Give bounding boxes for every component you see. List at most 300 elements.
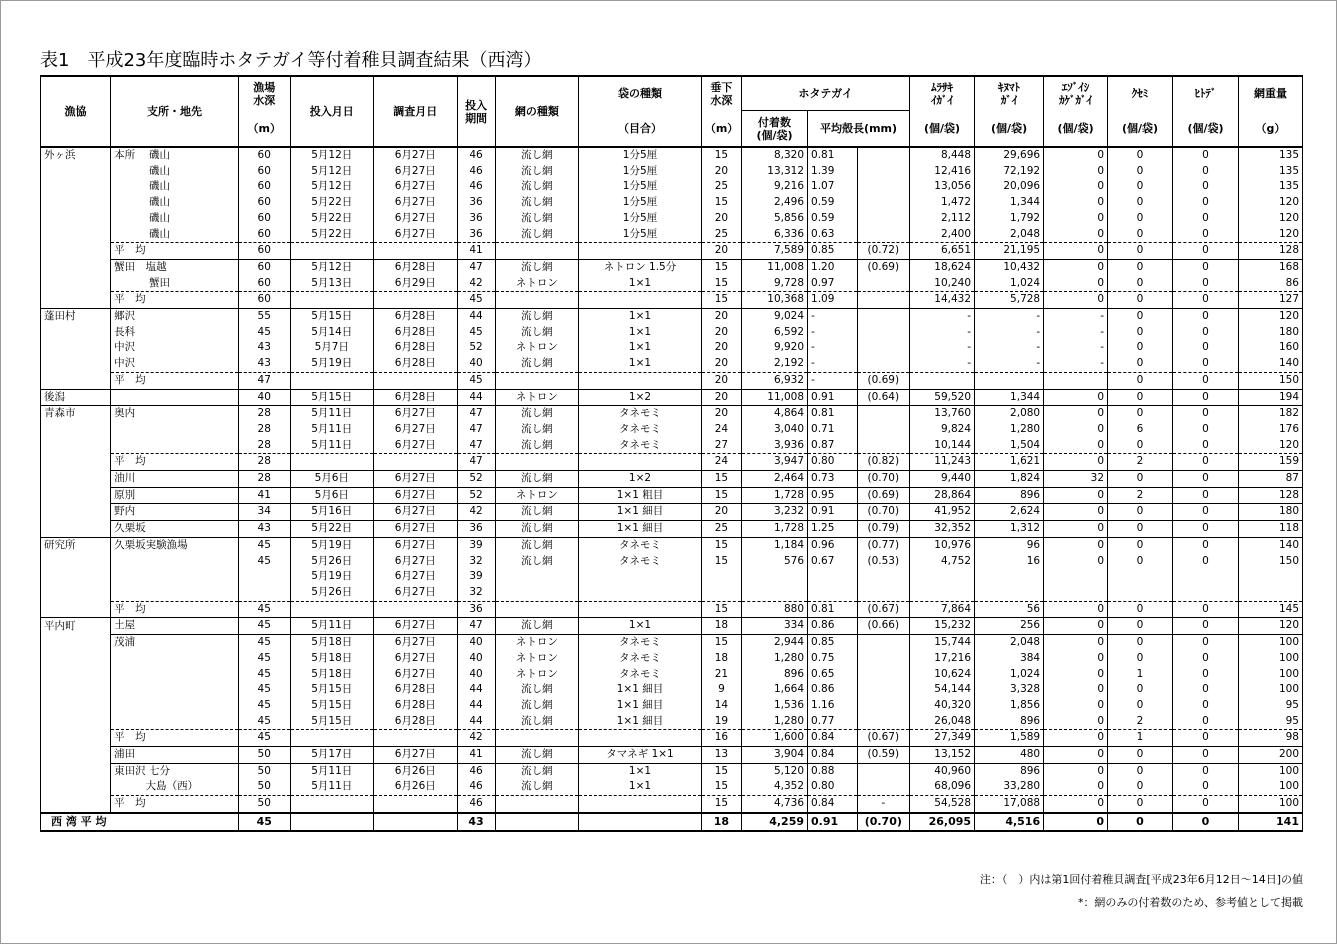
table-cell: 流し網 [495,227,579,243]
table-cell: 0.84 [808,730,857,747]
table-cell [857,147,910,164]
table-cell: 青森市 [41,406,111,422]
table-cell [111,389,239,406]
table-cell: 28 [238,406,290,422]
table-cell: 蟹田 [111,276,239,292]
table-cell: 100 [1238,796,1302,813]
table-cell: 0.81 [808,601,857,618]
table-cell: 39 [457,569,495,585]
note-parentheses: 注：（ ）内は第1回付着稚貝調査[平成23年6月12日～14日]の値 [979,873,1303,886]
table-cell: 0 [1172,635,1238,651]
table-cell: 3,232 [742,504,808,521]
table-cell: 52 [457,471,495,488]
table-cell [1044,372,1108,389]
table-cell: 43 [457,813,495,831]
table-cell: 浦田 [111,747,239,764]
table-cell: 0 [1172,454,1238,471]
table-cell: 27,349 [910,730,975,747]
table-cell: 久栗坂 [111,521,239,538]
table-cell: 1,280 [742,651,808,667]
table-cell: 5月15日 [290,389,374,406]
table-cell: 流し網 [495,682,579,698]
table-cell: 1×1 細目 [579,714,702,730]
table-cell: 9,728 [742,276,808,292]
table-body [41,147,1303,831]
table-cell: 1,621 [975,454,1044,471]
table-cell: - [808,340,857,356]
table-cell: ネトロン [495,276,579,292]
table-cell: (0.69) [857,372,910,389]
table-row [41,356,1303,372]
table-cell: 6月28日 [374,389,458,406]
table-cell: 原別 [111,487,239,504]
table-cell: 2,192 [742,356,808,372]
table-cell: 流し網 [495,325,579,341]
table-cell: 平 均 [111,730,239,747]
table-cell [111,554,239,570]
table-cell [111,585,239,601]
table-cell [1108,585,1173,601]
table-cell: 6月28日 [374,682,458,698]
table-cell [857,651,910,667]
table-cell [238,569,290,585]
table-cell: 5,728 [975,292,1044,309]
table-cell: 平 均 [111,372,239,389]
table-cell: 0.88 [808,763,857,779]
table-row [41,698,1303,714]
table-cell: 0.87 [808,438,857,454]
table-cell: 11,008 [742,259,808,275]
table-cell: 60 [238,243,290,260]
table-cell: 6月27日 [374,438,458,454]
table-cell [41,276,111,292]
table-cell: 1×2 [579,471,702,488]
table-cell: 0 [1172,325,1238,341]
table-cell: 5月12日 [290,147,374,164]
table-cell: 60 [238,164,290,180]
table-cell: 1,472 [910,195,975,211]
table-cell: 1,024 [975,276,1044,292]
table-cell: 44 [457,309,495,325]
table-cell [495,292,579,309]
table-cell: 39 [457,537,495,553]
table-cell: 576 [742,554,808,570]
table-cell: 36 [457,195,495,211]
table-cell: 6月28日 [374,698,458,714]
table-cell [111,714,239,730]
table-cell: 0 [1044,276,1108,292]
table-cell: 20 [701,243,741,260]
table-cell: 2,400 [910,227,975,243]
table-cell: 11,008 [742,389,808,406]
table-row [41,227,1303,243]
table-cell: 72,192 [975,164,1044,180]
unit-kinumato: (個/袋) [975,111,1044,148]
table-cell: 5月19日 [290,537,374,553]
table-cell: 86 [1238,276,1302,292]
table-cell [857,569,910,585]
table-cell: 47 [457,438,495,454]
table-cell [41,635,111,651]
table-cell [41,356,111,372]
table-cell: 0 [1172,554,1238,570]
table-cell: 中沢 [111,356,239,372]
table-cell: 128 [1238,243,1302,260]
table-cell: 15 [701,537,741,553]
table-cell: 46 [457,179,495,195]
table-row [41,454,1303,471]
table-cell [857,779,910,795]
table-cell [857,682,910,698]
table-cell [857,276,910,292]
table-cell: 0 [1172,763,1238,779]
table-cell: - [910,356,975,372]
table-cell: 6,336 [742,227,808,243]
table-cell: 44 [457,682,495,698]
table-cell: - [910,309,975,325]
table-cell: - [808,356,857,372]
table-cell: 0 [1108,227,1173,243]
col-ami: 網の種類 [495,76,579,147]
table-cell: 流し網 [495,309,579,325]
table-cell: - [808,309,857,325]
table-cell: 60 [238,179,290,195]
table-cell: 磯山 [111,195,239,211]
table-cell: 6月27日 [374,406,458,422]
table-cell: 外ヶ浜 [41,147,111,164]
table-cell: 15 [701,276,741,292]
table-cell: 27 [701,438,741,454]
table-cell: 5月11日 [290,763,374,779]
table-cell: 20 [701,340,741,356]
table-cell: 流し網 [495,554,579,570]
table-cell: 0 [1044,179,1108,195]
table-cell: 0 [1108,243,1173,260]
table-cell: 0 [1044,147,1108,164]
table-cell: ネトロン [495,651,579,667]
table-cell: 150 [1238,554,1302,570]
table-cell: 20 [701,211,741,227]
table-cell: 45 [238,325,290,341]
table-cell: 100 [1238,635,1302,651]
table-cell: 25 [701,227,741,243]
table-cell: 0 [1108,195,1173,211]
table-cell: 10,144 [910,438,975,454]
table-cell: 896 [975,487,1044,504]
table-cell: 0.85 [808,243,857,260]
table-cell: 0 [1108,618,1173,635]
table-cell: 60 [238,276,290,292]
table-cell: 1×1 [579,340,702,356]
table-cell: 5月12日 [290,259,374,275]
table-cell: 40,960 [910,763,975,779]
table-cell [290,601,374,618]
table-cell [495,454,579,471]
table-row [41,747,1303,764]
table-cell: 45 [238,635,290,651]
table-cell: 6 [1108,422,1173,438]
table-cell: 0 [1108,292,1173,309]
table-cell: 0.97 [808,276,857,292]
table-row [41,147,1303,164]
table-row [41,635,1303,651]
table-cell: 流し網 [495,259,579,275]
table-cell: 1×1 [579,309,702,325]
table-row [41,813,1303,831]
table-cell: 42 [457,730,495,747]
table-cell: 0 [1172,147,1238,164]
table-cell: 0 [1044,747,1108,764]
table-cell: 45 [457,372,495,389]
table-cell: 16 [975,554,1044,570]
table-cell: 32 [457,554,495,570]
table-cell: 1,280 [975,422,1044,438]
table-cell: 3,947 [742,454,808,471]
table-cell: 0 [1044,682,1108,698]
table-cell: 1,664 [742,682,808,698]
col-shisho: 支所・地先 [111,76,239,147]
table-cell: 25 [701,521,741,538]
unit-fukuro: （目合） [579,111,702,148]
table-cell [857,422,910,438]
table-cell: 100 [1238,667,1302,683]
table-cell: 油川 [111,471,239,488]
table-cell: (0.70) [857,471,910,488]
table-cell: 15 [701,147,741,164]
table-cell: 6月29日 [374,276,458,292]
table-cell: 145 [1238,601,1302,618]
table-cell: 43 [238,356,290,372]
table-cell: 5月7日 [290,340,374,356]
unit-ezoishi: (個/袋) [1044,111,1108,148]
table-cell [41,438,111,454]
table-cell: 0 [1108,601,1173,618]
table-cell: 0.95 [808,487,857,504]
table-cell: 480 [975,747,1044,764]
table-cell: 24 [701,422,741,438]
table-cell: 1×1 [579,763,702,779]
col-fukuro: 袋の種類 [579,76,702,111]
table-cell: 0 [1172,601,1238,618]
table-cell: 5月12日 [290,164,374,180]
table-cell: 流し網 [495,406,579,422]
table-cell: 140 [1238,356,1302,372]
table-cell: 60 [238,227,290,243]
table-cell: 41,952 [910,504,975,521]
table-cell: 135 [1238,164,1302,180]
table-cell: 6,932 [742,372,808,389]
table-cell: 0.81 [808,147,857,164]
table-cell: 流し網 [495,714,579,730]
table-cell: 5月6日 [290,471,374,488]
table-cell: 5月11日 [290,438,374,454]
table-cell: 流し網 [495,618,579,635]
table-cell: 6月27日 [374,585,458,601]
table-cell: 45 [238,601,290,618]
table-cell: 6,592 [742,325,808,341]
table-cell: 郷沢 [111,309,239,325]
table-cell: 15 [701,292,741,309]
table-cell: (0.72) [857,243,910,260]
table-cell: 6月27日 [374,635,458,651]
table-cell: 6月27日 [374,179,458,195]
table-cell: 0 [1044,227,1108,243]
table-cell: 68,096 [910,779,975,795]
table-cell: 5月11日 [290,618,374,635]
table-cell: 120 [1238,195,1302,211]
table-cell: 36 [457,227,495,243]
col-fuchaku: 付着数 (個/袋) [742,111,808,148]
table-cell: (0.59) [857,747,910,764]
table-cell: 流し網 [495,422,579,438]
table-cell: 0 [1108,340,1173,356]
table-cell: (0.70) [857,504,910,521]
table-cell [290,243,374,260]
table-cell: 0 [1108,763,1173,779]
table-cell [41,325,111,341]
table-row [41,504,1303,521]
table-cell: 32 [1044,471,1108,488]
table-cell: (0.69) [857,487,910,504]
table-cell: 40 [457,635,495,651]
table-cell: - [808,325,857,341]
table-cell: 2 [1108,487,1173,504]
col-heikin: 平均殻長(mm) [808,111,910,148]
table-cell: ネトロン [495,340,579,356]
table-cell [495,243,579,260]
table-cell [41,682,111,698]
table-cell: 流し網 [495,521,579,538]
table-cell: 4,736 [742,796,808,813]
table-cell: 45 [238,682,290,698]
table-cell: 13,760 [910,406,975,422]
table-cell: 29,696 [975,147,1044,164]
table-cell: 2 [1108,714,1173,730]
table-cell: 120 [1238,438,1302,454]
table-cell: 1.25 [808,521,857,538]
table-cell [1172,585,1238,601]
table-cell: 15 [701,487,741,504]
table-cell: 流し網 [495,356,579,372]
table-cell: 1,824 [975,471,1044,488]
table-cell: 50 [238,747,290,764]
table-cell: - [910,340,975,356]
table-cell: 流し網 [495,179,579,195]
table-cell: 0 [1172,179,1238,195]
table-cell [857,438,910,454]
table-cell: 流し網 [495,471,579,488]
table-row [41,651,1303,667]
table-cell: 17,216 [910,651,975,667]
table-cell [41,471,111,488]
table-cell [495,813,579,831]
table-cell: 13,312 [742,164,808,180]
table-cell: 15 [701,471,741,488]
table-cell: - [1044,325,1108,341]
table-cell [975,585,1044,601]
table-cell: 43 [238,340,290,356]
table-cell: 60 [238,211,290,227]
table-cell: 33,280 [975,779,1044,795]
table-cell [910,569,975,585]
table-row [41,585,1303,601]
table-cell: 60 [238,259,290,275]
table-cell: 0 [1172,730,1238,747]
unit-murasaki: (個/袋) [910,111,975,148]
table-cell: 42 [457,504,495,521]
table-cell: 34 [238,504,290,521]
table-cell: 180 [1238,504,1302,521]
table-cell: 1,792 [975,211,1044,227]
table-cell: (0.66) [857,618,910,635]
table-cell: 0 [1172,521,1238,538]
table-cell: 18,624 [910,259,975,275]
table-cell: 3,936 [742,438,808,454]
table-cell: 15 [701,601,741,618]
page-title: 表1 平成23年度臨時ホタテガイ等付着稚貝調査結果（西湾） [40,50,542,71]
table-cell [41,179,111,195]
table-cell [41,195,111,211]
table-cell: 0 [1108,554,1173,570]
table-cell: 0 [1044,422,1108,438]
table-row [41,179,1303,195]
table-cell: 47 [457,422,495,438]
table-cell: 40 [457,651,495,667]
table-cell: 20 [701,372,741,389]
unit-hitode: (個/袋) [1172,111,1238,148]
table-cell: 5月22日 [290,211,374,227]
table-cell [41,667,111,683]
table-cell: 0 [1172,796,1238,813]
table-cell: 5月26日 [290,554,374,570]
table-cell: 896 [975,714,1044,730]
col-ezoishi: ｴｿﾞｲｼ ｶｹﾞｶﾞｲ [1044,76,1108,111]
table-cell: 194 [1238,389,1302,406]
table-cell: 1,312 [975,521,1044,538]
table-row [41,195,1303,211]
table-cell: 2,048 [975,635,1044,651]
table-cell: 0 [1044,521,1108,538]
table-cell: 1 [1108,730,1173,747]
table-cell: 1,504 [975,438,1044,454]
table-cell: タネモミ [579,651,702,667]
table-cell: - [1044,309,1108,325]
table-cell [41,585,111,601]
table-cell: 5月15日 [290,309,374,325]
table-cell: 128 [1238,487,1302,504]
table-cell: 1,728 [742,487,808,504]
table-cell [579,813,702,831]
table-cell: - [975,356,1044,372]
table-cell: 流し網 [495,779,579,795]
table-cell: 6月27日 [374,227,458,243]
table-cell: 0 [1044,763,1108,779]
table-cell [808,585,857,601]
table-cell: 0 [1172,309,1238,325]
table-cell: 47 [238,372,290,389]
table-cell: 0 [1108,164,1173,180]
table-cell: 47 [457,259,495,275]
table-cell: タネモミ [579,667,702,683]
table-cell: 0.91 [808,813,857,831]
table-cell [41,227,111,243]
table-cell: 159 [1238,454,1302,471]
table-cell [579,454,702,471]
table-cell: 135 [1238,147,1302,164]
table-row [41,521,1303,538]
table-cell [857,309,910,325]
table-cell: 5月18日 [290,651,374,667]
